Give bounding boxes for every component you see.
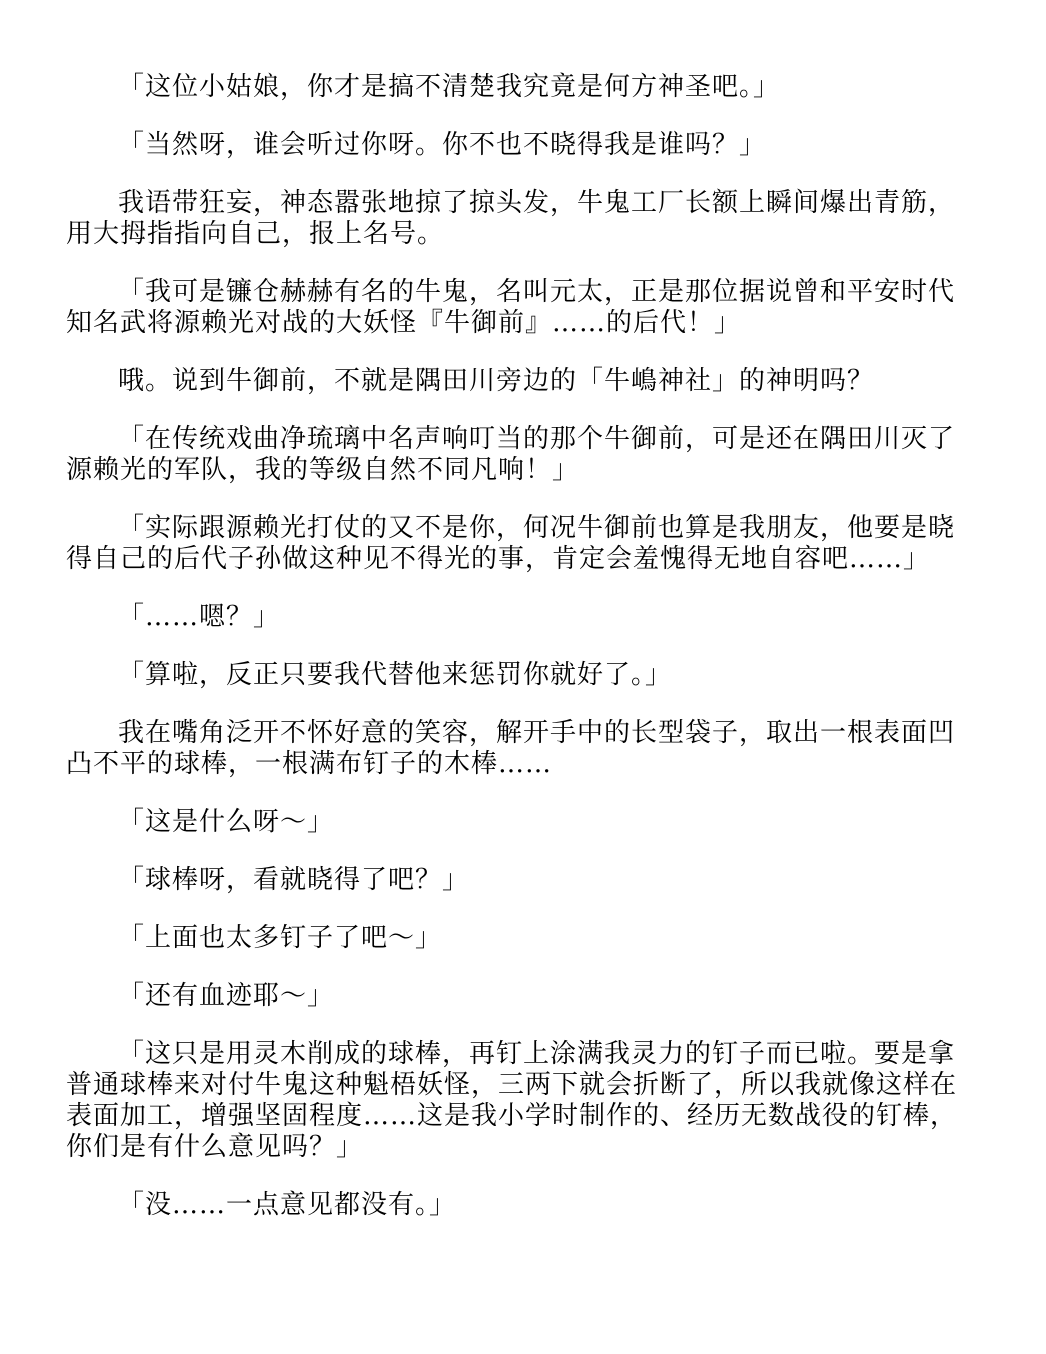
paragraph: 「上面也太多钉子了吧～」 [118,923,443,953]
paragraph: 「算啦，反正只要我代替他来惩罚你就好了。」 [118,660,673,690]
document-page [66,72,972,1248]
paragraph: 我在嘴角泛开不怀好意的笑容，解开手中的长型袋子，取出一根表面凹凸不平的球棒，一根满布钉子的木棒…… [66,718,956,779]
paragraph: 哦。说到牛御前，不就是隅田川旁边的「牛嶋神社」的神明吗？ [118,366,875,396]
paragraph: 「球棒呀，看就晓得了吧？」 [118,865,470,895]
paragraph: 「实际跟源赖光打仗的又不是你，何况牛御前也算是我朋友，他要是晓得自己的后代子孙做这种见不得光的事，肯定会羞愧得无地自容吧……」 [66,513,956,574]
paragraph: 「在传统戏曲净琉璃中名声响叮当的那个牛御前，可是还在隅田川灭了源赖光的军队，我的等级自然不同凡响！」 [66,424,956,485]
paragraph: 「这位小姑娘，你才是搞不清楚我究竟是何方神圣吧。」 [118,72,781,102]
paragraph: 「我可是镰仓赫赫有名的牛鬼，名叫元太，正是那位据说曾和平安时代知名武将源赖光对战的大妖怪『牛御前』……的后代！」 [66,277,956,338]
paragraph: 我语带狂妄，神态嚣张地掠了掠头发，牛鬼工厂长额上瞬间爆出青筋，用大拇指指向自己，报上名号。 [66,188,956,249]
paragraph: 「还有血迹耶～」 [118,981,335,1011]
paragraph: 「没……一点意见都没有。」 [118,1190,457,1220]
paragraph: 「……嗯？」 [118,602,281,632]
paragraph: 「这只是用灵木削成的球棒，再钉上涂满我灵力的钉子而已啦。要是拿普通球棒来对付牛鬼这种魁梧妖怪，三两下就会折断了，所以我就像这样在表面加工，增强坚固程度……这是我小学时制作的、经历无数战役的钉棒，你们是有什么意见吗？」 [66,1039,958,1162]
paragraph: 「这是什么呀～」 [118,807,335,837]
paragraph: 「当然呀，谁会听过你呀。你不也不晓得我是谁吗？」 [118,130,767,160]
